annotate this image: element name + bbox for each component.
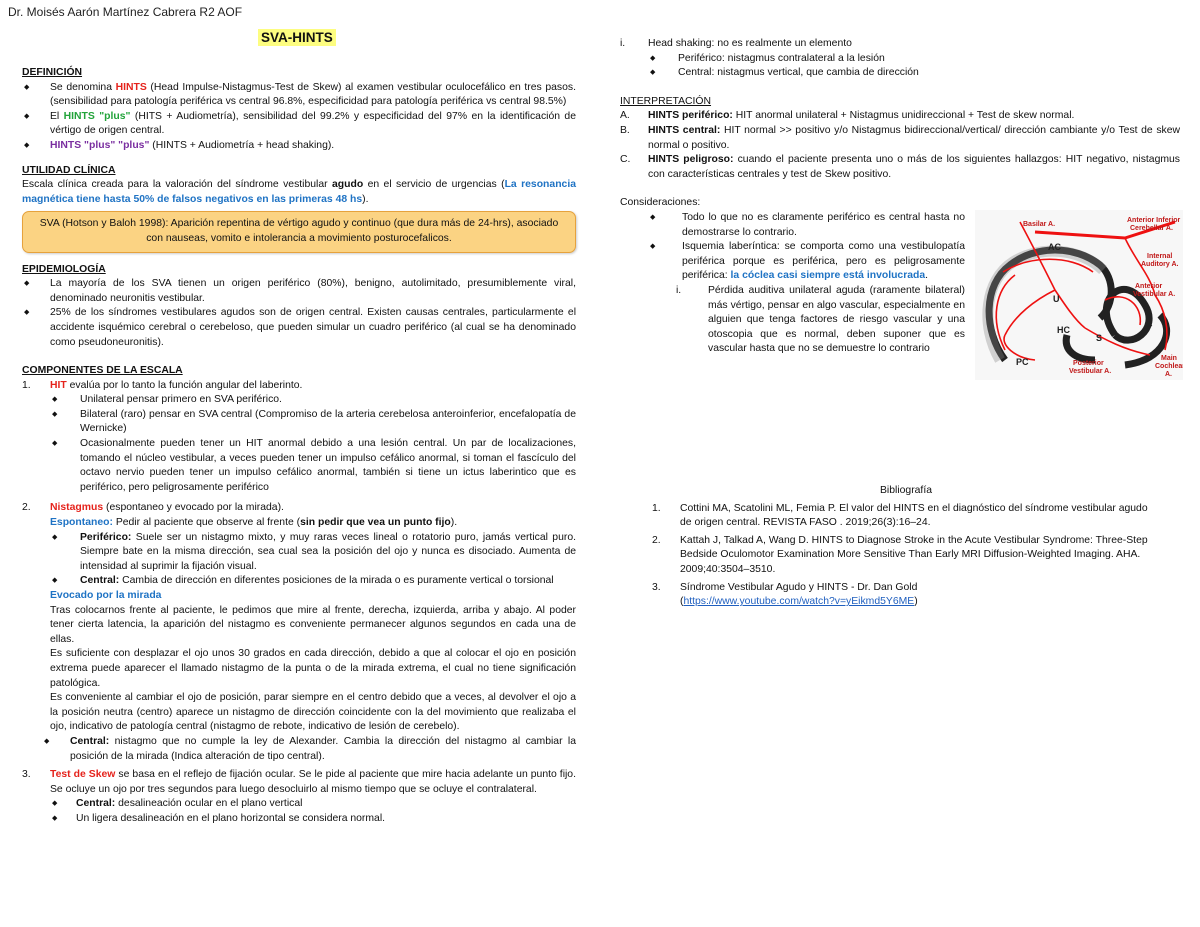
diagram-label-hc: HC bbox=[1057, 325, 1070, 335]
diagram-label-ava: Anterior bbox=[1135, 283, 1163, 290]
text: nistagmo que no cumple la ley de Alexander. Cambia la dirección del nistagmo al cambiar la posición de la mirada (Indica alteración de tipo central). bbox=[70, 735, 576, 762]
diagram-label-mca-3: A. bbox=[1165, 371, 1172, 378]
consideracion-i bbox=[620, 284, 965, 357]
reference-3: 3. Síndrome Vestibular Agudo y HINTS - Dr. Dan Gold (https://www.youtube.com/watch?v=yEikmd5Y6ME) bbox=[652, 581, 918, 608]
diagram-label-aica: Anterior Inferior bbox=[1127, 217, 1181, 224]
hints-plus-term: HINTS "plus" bbox=[63, 110, 131, 122]
text: sin pedir que vea un punto fijo bbox=[300, 517, 451, 529]
text: ). bbox=[362, 193, 369, 205]
component-nistagmus bbox=[22, 501, 576, 516]
item-number: i. bbox=[676, 284, 682, 296]
item-number: 2. bbox=[652, 534, 661, 546]
espontaneo-line bbox=[22, 516, 576, 531]
text: Síndrome Vestibular Agudo y HINTS - Dr. Dan Gold bbox=[680, 581, 918, 593]
list-item: ◆ La mayoría de los SVA tienen un origen periférico (80%), benigno, autolimitado, presumiblemente viral, denominado neuronitis vestibular. bbox=[22, 277, 576, 306]
list-item bbox=[22, 735, 576, 764]
sva-definition-box: SVA (Hotson y Baloh 1998): Aparición repentina de vértigo agudo y continuo (que dura más de 24-hrs), asociado con nauseas, vomito e intolerancia a movimiento posturocefalicos. bbox=[22, 211, 576, 252]
text: evalúa por lo tanto la función angular del laberinto. bbox=[66, 379, 303, 391]
item-number: 1. bbox=[652, 502, 661, 514]
diagram-label-pc: PC bbox=[1016, 357, 1029, 367]
component-skew bbox=[22, 768, 576, 797]
text: HIT anormal unilateral + Nistagmus unidireccional + Test de skew normal. bbox=[732, 110, 1075, 122]
diagram-svg bbox=[975, 210, 1183, 380]
componentes-heading: COMPONENTES DE LA ESCALA bbox=[22, 365, 183, 377]
utilidad-heading: UTILIDAD CLÍNICA bbox=[22, 164, 116, 176]
interp-c bbox=[620, 153, 1180, 182]
evocado-paragraph: Es conveniente al cambiar el ojo de posición, parar siempre en el centro debido que a veces, al devolver el ojo a la posición neutra (centro) aparece un nistagmo de dirección coincidente con la del movimiento que realizaba el ojo, indicativo de patología central (nistagmo de rebote, indicativo de lesión de cerebelo). bbox=[50, 692, 576, 733]
item-number: i. bbox=[620, 38, 626, 49]
label: Central: bbox=[80, 575, 120, 587]
hit-list bbox=[22, 393, 576, 495]
label: Central: bbox=[70, 735, 110, 747]
youtube-link[interactable]: https://www.youtube.com/watch?v=yEikmd5Y6ME bbox=[683, 596, 915, 608]
diagram-label-u: U bbox=[1053, 294, 1060, 304]
hints-term: HINTS bbox=[115, 81, 147, 93]
text: Pérdida auditiva unilateral aguda (raramente bilateral) más vértigo, pensar en algo vascular, especialmente en alguien que tenga factores de riesgo vascular y una otoscopia que es normal, deben suponer que es vascular hasta que no se demuestre lo contrario bbox=[708, 284, 965, 355]
evocado-paragraph: Es suficiente con desplazar el ojo unos 30 grados en cada dirección, debido a que al colocar el ojo en posición extrema puede aparecer el llamado nistagmo de la punta o de la mirada extrema, el cual no tiene significación patológica. bbox=[50, 648, 576, 689]
left-column bbox=[22, 66, 576, 827]
epidemiologia-heading: EPIDEMIOLOGÍA bbox=[22, 263, 106, 275]
text: (HINTS + Audiometría + head shaking). bbox=[149, 139, 335, 151]
diagram-label-iaa: Internal bbox=[1147, 253, 1173, 260]
label: HINTS peligroso: bbox=[648, 154, 734, 166]
evocado-paragraph: Tras colocarnos frente al paciente, le pedimos que mire al frente, derecha, izquierda, arriba y abajo. Al poder tener cierta latencia, la aparición del nistagmo es conveniente permanecer algunos segundos en cada una de ellas. bbox=[50, 604, 576, 645]
text: Kattah J, Talkad A, Wang D. HINTS to Diagnose Stroke in the Acute Vestibular Syndrome: Three-Step Bedside Oculomotor Examination More Sensitive Than Early MRI Diffusion-Weighted Imaging. AHA. 2009;40:3504–3510. bbox=[680, 534, 1148, 575]
text: Cambia de dirección en diferentes posiciones de la mirada o es puramente vertical o torsional bbox=[119, 575, 554, 587]
text: (espontaneo y evocado por la mirada). bbox=[103, 502, 284, 514]
head-shaking bbox=[620, 37, 1180, 52]
list-item: ◆ Un ligera desalineación en el plano horizontal se considera normal. bbox=[22, 812, 576, 827]
text: . bbox=[925, 270, 929, 282]
list-item bbox=[22, 797, 576, 812]
text: El bbox=[50, 110, 64, 122]
text: Escala clínica creada para la valoración del síndrome vestibular bbox=[22, 179, 332, 191]
consideraciones-list bbox=[620, 211, 965, 284]
diagram-label-pva-2: Vestibular A. bbox=[1069, 368, 1112, 375]
text: HIT normal >> positivo y/o Nistagmus bidireccional/vertical/ dirección cambiante y/o Test de skew normal o positivo. bbox=[648, 124, 1181, 151]
text: Pedir al paciente que observe al frente ( bbox=[112, 517, 301, 529]
item-number: 3. bbox=[22, 769, 31, 781]
text: Cottini MA, Scatolini ML, Femia P. El valor del HINTS en el diagnóstico del síndrome vestibular agudo de origen central. REVISTA FASO . 2019;26(3):16–24. bbox=[680, 502, 1148, 529]
text: desalineación ocular en el plano vertical bbox=[115, 798, 303, 810]
diagram-label-c: C bbox=[1146, 319, 1153, 329]
label: Periférico: bbox=[80, 531, 132, 543]
text: (Head Impulse-Nistagmus-Test de Skew) al examen vestibular oculocefálico en tres pasos. (sensibilidad para patología periférica vs central 96.8%, especificidad para patología periférica vs central 98.5%) bbox=[50, 81, 576, 108]
hit-term: HIT bbox=[50, 379, 67, 391]
espontaneo-label: Espontaneo: bbox=[50, 517, 113, 529]
reference-2 bbox=[652, 534, 1160, 578]
skew-list bbox=[22, 797, 576, 826]
list-item: ◆ Unilateral pensar primero en SVA periférico. bbox=[22, 393, 576, 408]
list-item bbox=[22, 110, 576, 139]
bibliografia-heading: Bibliografía bbox=[880, 485, 932, 496]
text: (HITS + Audiometría), sensibilidad del 99.2% y especificidad del 97% en la identificación de vértigo de origen central. bbox=[50, 110, 576, 137]
diagram-label-basilar: Basilar A. bbox=[1023, 221, 1056, 228]
diagram-label-iaa-2: Auditory A. bbox=[1141, 261, 1179, 268]
skew-term: Test de Skew bbox=[50, 769, 116, 781]
list-item: ◆ Todo lo que no es claramente periférico es central hasta no demostrarse lo contrario. bbox=[620, 211, 965, 240]
author-header: Dr. Moisés Aarón Martínez Cabrera R2 AOF bbox=[8, 5, 243, 19]
diagram-label-ac: AC bbox=[1048, 242, 1061, 252]
text: cuando el paciente presenta uno o más de los siguientes hallazgos: HIT negativo, nistagmus con características centrales y test de Skew positivo. bbox=[648, 154, 1180, 180]
utilidad-text bbox=[22, 178, 576, 207]
list-item bbox=[620, 240, 965, 284]
item-letter: C. bbox=[620, 154, 631, 166]
item-letter: A. bbox=[620, 110, 630, 122]
diagram-label-pva: Posterior bbox=[1073, 360, 1104, 367]
interp-a bbox=[620, 109, 1180, 124]
text: agudo bbox=[332, 179, 364, 191]
definicion-heading: DEFINICIÓN bbox=[22, 67, 83, 78]
text: Head shaking: no es realmente un elemento bbox=[648, 38, 852, 49]
list-item: ◆ Periférico: nistagmus contralateral a la lesión bbox=[620, 52, 1180, 67]
item-number: 2. bbox=[22, 502, 31, 514]
text: en el servicio de urgencias ( bbox=[363, 179, 505, 191]
list-item bbox=[22, 574, 576, 589]
definicion-list bbox=[22, 81, 576, 154]
label: HINTS periférico: bbox=[648, 110, 733, 122]
interp-b bbox=[620, 124, 1180, 153]
inner-ear-vascular-diagram bbox=[975, 210, 1183, 380]
text: Se denomina bbox=[50, 81, 116, 93]
text: Suele ser un nistagmo mixto, y muy raras veces lineal o rotatorio puro, jamás vertical puro. Siempre bate en la misma dirección, sea cual sea la posición del ojo y nunca es disociado. Aumenta de intensidad al suprimir la fijación visual. bbox=[80, 531, 576, 572]
list-item bbox=[22, 139, 576, 154]
interpretacion-heading: INTERPRETACIÓN bbox=[620, 95, 712, 107]
mri-note: La resonancia magnética tiene hasta 50% de falsos negativos en las primeras 48 hs bbox=[22, 179, 576, 205]
diagram-label-s: S bbox=[1096, 333, 1103, 343]
diagram-label-ava-2: Vestibular A. bbox=[1133, 291, 1176, 298]
bullet-icon: ◆ bbox=[44, 737, 50, 745]
diagram-label-mca: Main bbox=[1161, 355, 1177, 362]
list-item bbox=[22, 81, 576, 110]
evocado-label: Evocado por la mirada bbox=[50, 590, 162, 601]
consideraciones-heading: Consideraciones: bbox=[620, 197, 701, 209]
list-item: ◆ Central: nistagmus vertical, que cambia de dirección bbox=[620, 66, 1180, 81]
text: Isquemia laberíntica: se comporta como una vestibulopatía periférica porque es periférica, pero es peligrosamente periférica: bbox=[682, 241, 965, 282]
nistagmus-term: Nistagmus bbox=[50, 502, 104, 514]
page-title: SVA-HINTS bbox=[258, 29, 336, 46]
epidemiologia-list bbox=[22, 277, 576, 350]
label: Central: bbox=[76, 798, 116, 810]
list-item: ◆ Ocasionalmente pueden tener un HIT anormal debido a una lesión central. Un par de localizaciones, tomando el núcleo vestibular, a veces pueden tener un impulso cefálico anormal, si toman el fascículo del octavo nervio pueden tener un impulso cefálico anormal, también si tiene un ictus laberintico que es periférico, pero peligrosamente periférico bbox=[22, 437, 576, 495]
diagram-label-mca-2: Cochlear bbox=[1155, 363, 1183, 370]
evocado-list bbox=[22, 735, 576, 764]
item-letter: B. bbox=[620, 124, 630, 136]
label: HINTS central: bbox=[648, 124, 721, 136]
reference-1 bbox=[652, 502, 1160, 531]
bibliografia-section bbox=[652, 484, 1160, 610]
hints-plus-plus-term: HINTS "plus" "plus" bbox=[50, 139, 150, 151]
text: se basa en el reflejo de fijación ocular. Se le pide al paciente que mire hacia adelante un punto fijo. Se ocluye un ojo por tres segundos para luego desocluirlo al mismo tiempo que se ocluye el contralateral. bbox=[50, 769, 576, 795]
item-number: 1. bbox=[22, 379, 31, 391]
nistagmus-list bbox=[22, 531, 576, 589]
list-item: ◆ 25% de los síndromes vestibulares agudos son de origen central. Existen causas centrales, particularmente el accidente isquémico cerebral o cerebeloso, que pueden simular un cuadro periférico (al cual se ha denominado como pseudoneuronitis). bbox=[22, 306, 576, 350]
cochlea-note: la cóclea casi siempre está involucrada bbox=[730, 270, 926, 282]
diagram-label-aica-2: Cerebellar A. bbox=[1130, 225, 1173, 232]
list-item: ◆ Bilateral (raro) pensar en SVA central (Compromiso de la arteria cerebelosa anteroinferior, encefalopatía de Wernicke) bbox=[22, 408, 576, 437]
list-item bbox=[22, 531, 576, 575]
head-shaking-list bbox=[620, 52, 1180, 81]
item-number: 3. bbox=[652, 581, 661, 593]
text: ). bbox=[450, 517, 458, 529]
component-hit bbox=[22, 379, 576, 394]
